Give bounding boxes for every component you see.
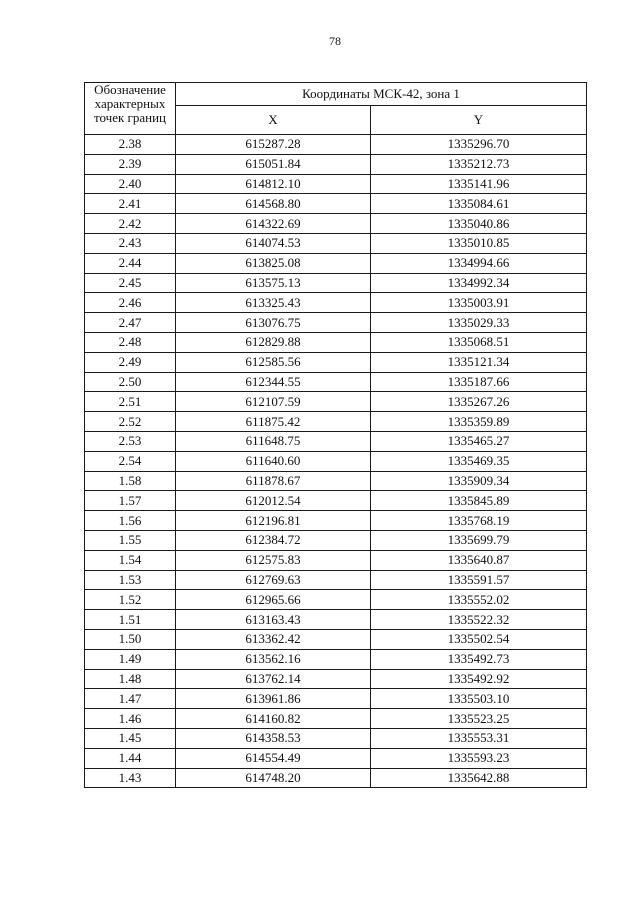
y-coordinate-cell: 1335552.02 [371, 590, 587, 610]
point-id-cell: 1.45 [85, 728, 176, 748]
header-row [85, 83, 587, 106]
table-row [85, 431, 587, 451]
point-id-cell: 1.52 [85, 590, 176, 610]
x-coordinate-cell: 614358.53 [176, 728, 371, 748]
x-coordinate-cell: 612769.63 [176, 570, 371, 590]
table-row [85, 214, 587, 234]
table-row [85, 610, 587, 630]
y-coordinate-cell: 1335121.34 [371, 352, 587, 372]
point-id-cell: 1.43 [85, 768, 176, 788]
y-coordinate-cell: 1335909.34 [371, 471, 587, 491]
x-coordinate-cell: 611648.75 [176, 431, 371, 451]
x-coordinate-cell: 614160.82 [176, 709, 371, 729]
table-row [85, 669, 587, 689]
table-row [85, 313, 587, 333]
header-x: X [176, 106, 371, 135]
x-coordinate-cell: 614748.20 [176, 768, 371, 788]
y-coordinate-cell: 1335469.35 [371, 451, 587, 471]
table-row [85, 471, 587, 491]
x-coordinate-cell: 615051.84 [176, 154, 371, 174]
x-coordinate-cell: 612012.54 [176, 491, 371, 511]
y-coordinate-cell: 1335492.73 [371, 649, 587, 669]
point-id-cell: 2.47 [85, 313, 176, 333]
table-row [85, 194, 587, 214]
point-id-cell: 2.54 [85, 451, 176, 471]
header-point-label-line: Обозначение [94, 82, 166, 97]
y-coordinate-cell: 1335010.85 [371, 233, 587, 253]
y-coordinate-cell: 1334992.34 [371, 273, 587, 293]
x-coordinate-cell: 614074.53 [176, 233, 371, 253]
point-id-cell: 1.55 [85, 530, 176, 550]
x-coordinate-cell: 611640.60 [176, 451, 371, 471]
y-coordinate-cell: 1335642.88 [371, 768, 587, 788]
y-coordinate-cell: 1335522.32 [371, 610, 587, 630]
table-row [85, 511, 587, 531]
point-id-cell: 2.46 [85, 293, 176, 313]
point-id-cell: 2.49 [85, 352, 176, 372]
y-coordinate-cell: 1335068.51 [371, 332, 587, 352]
point-id-cell: 1.46 [85, 709, 176, 729]
x-coordinate-cell: 611875.42 [176, 412, 371, 432]
x-coordinate-cell: 611878.67 [176, 471, 371, 491]
x-coordinate-cell: 613163.43 [176, 610, 371, 630]
point-id-cell: 2.48 [85, 332, 176, 352]
point-id-cell: 1.58 [85, 471, 176, 491]
table-row [85, 174, 587, 194]
table-row [85, 570, 587, 590]
table-row [85, 629, 587, 649]
y-coordinate-cell: 1335267.26 [371, 392, 587, 412]
table-row [85, 135, 587, 155]
point-id-cell: 1.56 [85, 511, 176, 531]
y-coordinate-cell: 1335040.86 [371, 214, 587, 234]
y-coordinate-cell: 1335523.25 [371, 709, 587, 729]
point-id-cell: 1.49 [85, 649, 176, 669]
table-row [85, 392, 587, 412]
x-coordinate-cell: 614568.80 [176, 194, 371, 214]
table-row [85, 728, 587, 748]
point-id-cell: 2.41 [85, 194, 176, 214]
point-id-cell: 1.54 [85, 550, 176, 570]
header-point-label-line: точек границ [93, 110, 167, 125]
x-coordinate-cell: 613961.86 [176, 689, 371, 709]
x-coordinate-cell: 615287.28 [176, 135, 371, 155]
table-row [85, 293, 587, 313]
coordinates-table [84, 82, 587, 788]
y-coordinate-cell: 1335084.61 [371, 194, 587, 214]
header-point-label-line: характерных [94, 96, 166, 111]
y-coordinate-cell: 1335212.73 [371, 154, 587, 174]
y-coordinate-cell: 1335465.27 [371, 431, 587, 451]
y-coordinate-cell: 1335003.91 [371, 293, 587, 313]
header-coordinate-system: Координаты МСК-42, зона 1 [176, 83, 587, 106]
y-coordinate-cell: 1335699.79 [371, 530, 587, 550]
point-id-cell: 2.40 [85, 174, 176, 194]
table-row [85, 412, 587, 432]
y-coordinate-cell: 1335141.96 [371, 174, 587, 194]
point-id-cell: 1.47 [85, 689, 176, 709]
y-coordinate-cell: 1335502.54 [371, 629, 587, 649]
x-coordinate-cell: 613076.75 [176, 313, 371, 333]
y-coordinate-cell: 1335640.87 [371, 550, 587, 570]
point-id-cell: 2.44 [85, 253, 176, 273]
x-coordinate-cell: 613825.08 [176, 253, 371, 273]
point-id-cell: 2.45 [85, 273, 176, 293]
table-row [85, 530, 587, 550]
y-coordinate-cell: 1335492.92 [371, 669, 587, 689]
x-coordinate-cell: 613575.13 [176, 273, 371, 293]
table-body [85, 135, 587, 788]
y-coordinate-cell: 1335768.19 [371, 511, 587, 531]
point-id-cell: 1.57 [85, 491, 176, 511]
table-row [85, 372, 587, 392]
table-row [85, 748, 587, 768]
table-row [85, 352, 587, 372]
x-coordinate-cell: 612107.59 [176, 392, 371, 412]
table-row [85, 154, 587, 174]
point-id-cell: 2.42 [85, 214, 176, 234]
point-id-cell: 1.48 [85, 669, 176, 689]
point-id-cell: 1.50 [85, 629, 176, 649]
y-coordinate-cell: 1335593.23 [371, 748, 587, 768]
header-y: Y [371, 106, 587, 135]
point-id-cell: 1.51 [85, 610, 176, 630]
table-row [85, 273, 587, 293]
point-id-cell: 2.51 [85, 392, 176, 412]
x-coordinate-cell: 614554.49 [176, 748, 371, 768]
x-coordinate-cell: 612344.55 [176, 372, 371, 392]
x-coordinate-cell: 612585.56 [176, 352, 371, 372]
table-row [85, 709, 587, 729]
x-coordinate-cell: 612575.83 [176, 550, 371, 570]
table-row [85, 550, 587, 570]
table-row [85, 332, 587, 352]
y-coordinate-cell: 1335845.89 [371, 491, 587, 511]
x-coordinate-cell: 612829.88 [176, 332, 371, 352]
point-id-cell: 2.43 [85, 233, 176, 253]
page-number: 78 [329, 34, 341, 48]
x-coordinate-cell: 613362.42 [176, 629, 371, 649]
y-coordinate-cell: 1335029.33 [371, 313, 587, 333]
y-coordinate-cell: 1335503.10 [371, 689, 587, 709]
header-point-label [85, 83, 176, 135]
point-id-cell: 2.50 [85, 372, 176, 392]
y-coordinate-cell: 1335553.31 [371, 728, 587, 748]
point-id-cell: 2.38 [85, 135, 176, 155]
point-id-cell: 2.52 [85, 412, 176, 432]
x-coordinate-cell: 612196.81 [176, 511, 371, 531]
table-row [85, 253, 587, 273]
table-row [85, 451, 587, 471]
y-coordinate-cell: 1335359.89 [371, 412, 587, 432]
table-row [85, 590, 587, 610]
y-coordinate-cell: 1335591.57 [371, 570, 587, 590]
table-row [85, 233, 587, 253]
table-row [85, 689, 587, 709]
x-coordinate-cell: 613562.16 [176, 649, 371, 669]
y-coordinate-cell: 1335187.66 [371, 372, 587, 392]
table-row [85, 768, 587, 788]
x-coordinate-cell: 612965.66 [176, 590, 371, 610]
point-id-cell: 1.44 [85, 748, 176, 768]
table-row [85, 491, 587, 511]
point-id-cell: 1.53 [85, 570, 176, 590]
x-coordinate-cell: 612384.72 [176, 530, 371, 550]
x-coordinate-cell: 613325.43 [176, 293, 371, 313]
y-coordinate-cell: 1334994.66 [371, 253, 587, 273]
x-coordinate-cell: 613762.14 [176, 669, 371, 689]
x-coordinate-cell: 614322.69 [176, 214, 371, 234]
point-id-cell: 2.53 [85, 431, 176, 451]
y-coordinate-cell: 1335296.70 [371, 135, 587, 155]
x-coordinate-cell: 614812.10 [176, 174, 371, 194]
table-row [85, 649, 587, 669]
point-id-cell: 2.39 [85, 154, 176, 174]
